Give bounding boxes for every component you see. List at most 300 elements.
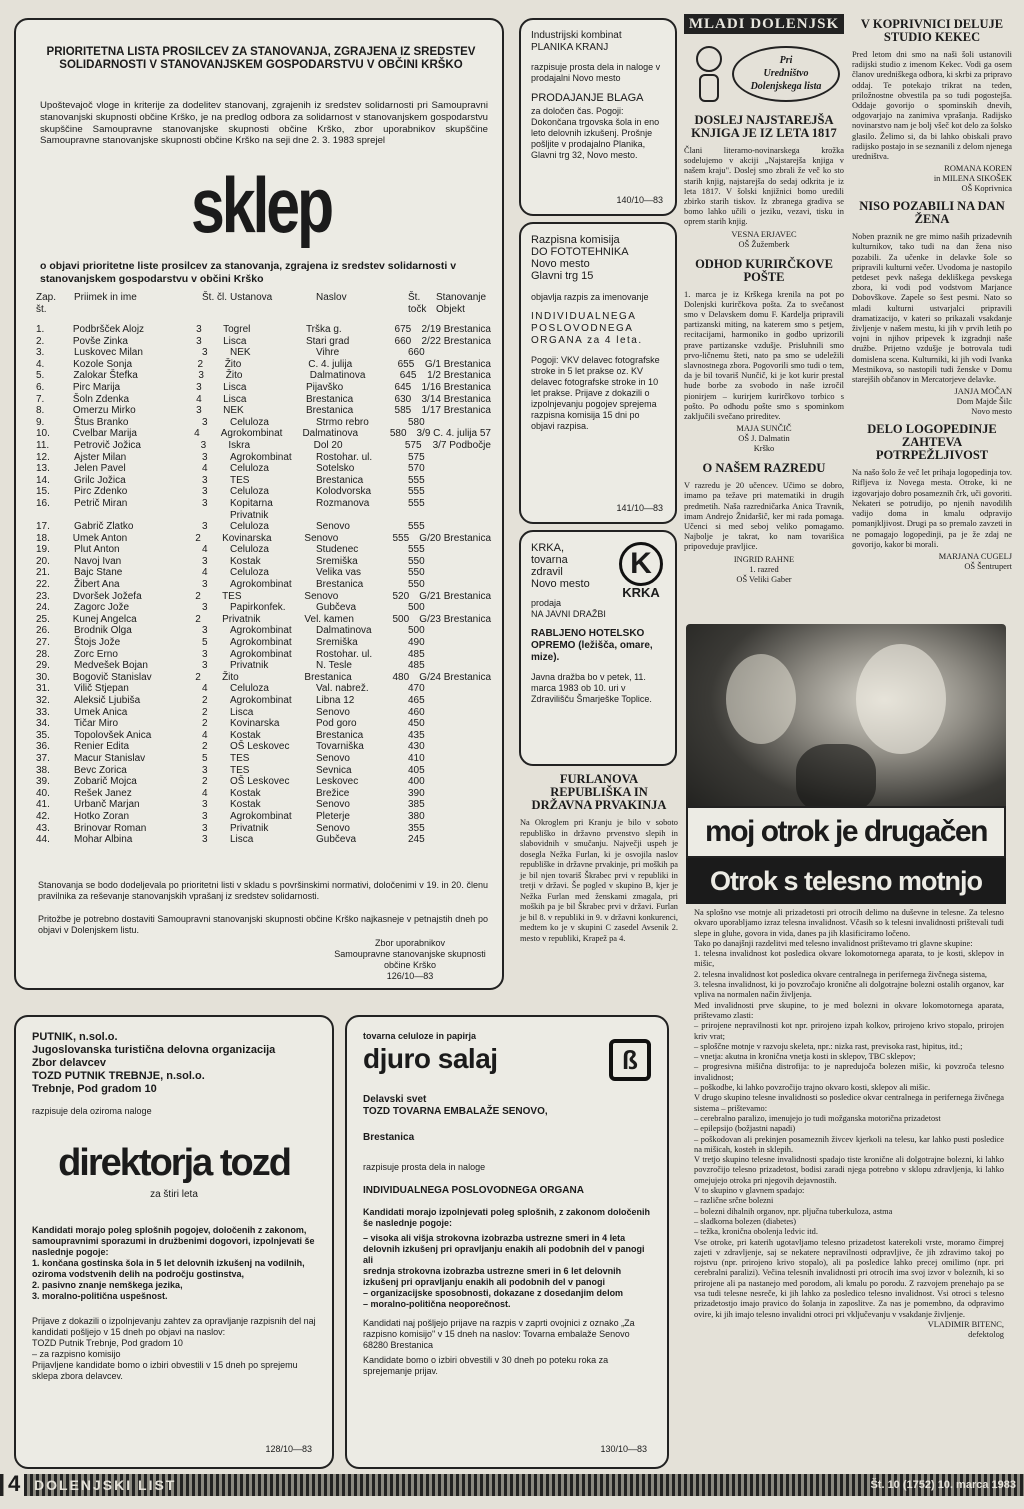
otrok-item: – poškodbe, ki lahko povzročijo trajno okvaro kosti, sklepov ali mišic. [694, 1083, 931, 1093]
table-cell: Strmo rebro [316, 416, 369, 428]
table-cell: Pirc Marija [72, 381, 121, 393]
table-cell: 585 [394, 405, 412, 417]
foto-job: INDIVIDUALNEGA POSLOVODNEGA ORGANA za 4 leta. [531, 311, 643, 346]
table-cell [436, 730, 491, 742]
table-cell: 400 [408, 776, 425, 788]
table-cell: 580 [408, 416, 425, 428]
furlan-article [520, 773, 678, 944]
table-cell: 1. [36, 324, 45, 335]
table-cell [436, 463, 491, 475]
table-cell: Trška g. [305, 324, 342, 335]
table-cell: TES [222, 590, 242, 602]
table-cell: Tovarniška [316, 741, 364, 753]
table-cell [436, 707, 491, 719]
otrok-banner-1-text: moj otrok je drugačen [705, 815, 987, 848]
table-cell: 42. [36, 810, 50, 822]
table-cell: Mohar Albina [74, 834, 133, 846]
table-cell: 3 [202, 497, 208, 509]
table-cell: Dalmatinova [302, 428, 359, 440]
table-row [36, 440, 491, 452]
col-header: Naslov [316, 292, 347, 303]
table-cell: 26. [36, 625, 50, 637]
table-cell: Kunej Angelca [72, 613, 137, 625]
table-cell: 380 [408, 810, 425, 822]
planika-text-2: za določen čas. Pogoji: Dokončana trgovska šola in eno leto delovnih izkušenj. Prošnje pošljite v prodajalno Planika, Glavni trg 32, Novo mesto. [531, 106, 660, 160]
table-cell: Dol 20 [313, 439, 343, 451]
table-cell: G/24 Brestanica [419, 671, 492, 683]
table-cell: 11. [36, 439, 50, 451]
table-cell: 23. [36, 590, 50, 602]
table-row [36, 811, 491, 823]
otrok-item: – sploščne motnje v razvoju skeleta, npr.: nizka rast, previsoka rast, hipitus, itd.; [694, 1041, 963, 1051]
table-row [36, 660, 491, 672]
table-cell: Zalokar Štefka [73, 370, 138, 382]
table-cell: Privatnik [222, 613, 261, 625]
col-header: Priimek in ime [74, 292, 137, 303]
table-cell: 6. [36, 381, 45, 393]
table-cell: 32. [36, 695, 50, 706]
table-cell: Bogovič Stanislav [72, 671, 152, 683]
salaj-req: srednja strokovna izobrazba ustrezne smeri in 6 let delovnih izkušenj pri opravljanju enakih ali podobnih del v panogi [363, 1266, 622, 1287]
furlan-text: Na Okroglem pri Kranju je bilo v soboto republiško in državno prvenstvo slepih in slabovidnih v smučanju. Največji uspeh je dosegla Nežka Furlan, ki je osvojila naslov republiške in državne prvakinje, pri moških pa je bil njen tovariš Škrabec prvi v republiki in tretji v državi. Še pogled v skupino B, kjer je Nežka Furlan med ženskami zmagala, pri moških pa je bil Škrabec prvi v državi. Furlan je bil 8. v republiki in 9. v državni konkurenci, medtem ko je v skupini C zasedel Avsenik 2. mesto v republiki, Krapež pa 4. [520, 818, 678, 943]
table-cell: Povše Zinka [72, 335, 128, 347]
table-cell [436, 788, 491, 800]
table-cell: G/1 Brestanica [424, 358, 491, 370]
table-cell: Celuloza [230, 544, 269, 556]
table-cell: Brestanica [305, 405, 354, 417]
table-cell: Agrokombinat [230, 648, 292, 660]
mladi-s3 [684, 555, 844, 585]
page-number: 4 [4, 1470, 24, 1498]
table-cell: 27. [36, 637, 50, 649]
table-cell: Kozole Sonja [73, 358, 133, 370]
table-cell: 3 [202, 347, 208, 359]
table-cell: 2 [202, 706, 208, 718]
mladi-logo-text [732, 46, 840, 102]
table-cell: 430 [408, 741, 425, 753]
table-cell [436, 417, 491, 429]
mladi-logo [684, 42, 844, 108]
table-cell: 580 [389, 428, 407, 440]
krka-line-3: zdravil [531, 566, 563, 578]
krka-line-2: tovarna [531, 554, 568, 566]
table-cell: Lisca [223, 335, 247, 347]
signature-line: OŠ Žužemberk [738, 239, 790, 249]
kop-t2: Noben praznik ne gre mimo naših prizadevnih kulturnikov, tako tudi na dan žena niso pozabili. Za učenke in delavke šole so pripravili kulturni večer. Uvodoma je nastopilo petdeset pevk našega dekliškega pevskega zbora, ki vodi pod vodstvom Marjance Dobovškove. Zapele so šest pesmi. Nato so mladi kulturni ustvarjalci pripravili dramatizacijo, v kateri so prikazali vsakdanje življenje v našem mestu, ki jih v prvih letih po vojni in njihov pripevek k izgradnji naše družbe. Prijetno vzdušje je botrovala tudi domislena scena. Kulturniki, ki jih vodi Ivanka Mestnikova, so nastopili tudi ženske v Domu starejših občanov in Mercatorjeve delavke. [852, 232, 1012, 385]
salaj-apply: Kandidati naj pošljejo prijave na razpis v zaprti ovojnici z oznako „Za razpisno komisijo" v 15 dneh na naslov: Tovarna embalaže Senovo 68280 Brestanica [363, 1318, 635, 1350]
table-cell: 555 [408, 521, 425, 533]
kop-s2 [852, 387, 1012, 417]
table-row [36, 452, 491, 464]
table-row [36, 463, 491, 475]
mladi-h3: O NAŠEM RAZREDU [702, 461, 826, 476]
table-cell: Kolodvorska [316, 486, 372, 498]
table-row [36, 672, 491, 684]
planika-ad [519, 18, 677, 216]
putnik-line-2: Jugoslovanska turistična delovna organizacija [32, 1044, 276, 1056]
table-cell: Renier Edita [74, 741, 130, 753]
putnik-cond: Kandidati morajo poleg splošnih pogojev, določenih z zakonom, samoupravnimi sporazumi in družbenimi dogovori, izpolnjevati še naslednje pogoje: [32, 1225, 315, 1257]
table-cell: 480 [392, 671, 410, 683]
table-cell: Brestanica [305, 393, 354, 405]
table-cell: Rozmanova [316, 497, 370, 509]
table-cell [436, 452, 491, 464]
table-cell: Dalmatinova [316, 625, 372, 637]
table-row [36, 707, 491, 719]
table-cell: 13. [36, 463, 50, 475]
mladi-s1 [684, 230, 844, 250]
otrok-item: – prirojene nepravilnosti kot npr. prirojeno izpah kolkov, prirojeno krivo stopalo, prirojen kriv vrat; [694, 1021, 1004, 1041]
putnik-line-5: Trebnje, Pod gradom 10 [32, 1083, 157, 1095]
table-cell: 4 [202, 463, 208, 475]
salaj-req: – visoka ali višja strokovna izobrazba ustrezne smeri in 4 leta delovnih izkušenj pri opravljanju enakih ali podobnih del v panogi [363, 1233, 645, 1254]
table-cell: Kostak [230, 787, 261, 799]
table-cell: 2 [202, 718, 208, 730]
table-cell: Pod goro [316, 718, 357, 730]
table-cell: Petrič Miran [74, 497, 128, 509]
table-cell: Lisca [230, 834, 254, 846]
table-cell: Zorc Erno [74, 648, 118, 660]
table-cell: Brestanica [316, 579, 364, 591]
paper-name: DOLENJSKI LIST [34, 1477, 177, 1493]
salaj-logo: djuro salaj [363, 1043, 498, 1074]
table-cell: Brestanica [316, 729, 364, 741]
table-cell: OŠ Leskovec [230, 741, 290, 753]
table-cell: Zobarič Mojca [74, 776, 137, 788]
foto-text-2: Pogoji: VKV delavec fotografske stroke in 5 let prakse oz. KV delavec fotografske stroke in 10 let prakse. Prijave z dokazili o izpolnjevanju pogojev sprejema razpisna komisija 15 dni po objavi razpisa. [531, 355, 660, 431]
table-cell: Pleterje [316, 810, 350, 822]
signature-line: Zbor uporabnikov [374, 938, 446, 948]
table-cell [202, 510, 230, 522]
table-row [36, 649, 491, 661]
table-cell: C. 4. julija [308, 358, 353, 370]
table-cell: 3 [202, 810, 208, 822]
table-cell: Vihre [316, 347, 340, 359]
table-cell: Gabrič Zlatko [74, 521, 134, 533]
table-cell: 645 [394, 381, 412, 393]
table-cell: NEK [223, 405, 244, 417]
otrok-item: – epilepsijo (božjastni napadi) [694, 1124, 796, 1134]
table-cell: Plut Anton [74, 544, 120, 556]
planika-text-1: razpisuje prosta dela in naloge v prodajalni Novo mesto [531, 62, 661, 83]
table-cell [436, 683, 491, 695]
table-row [36, 359, 491, 371]
signature-line: Samoupravne stanovanjske skupnosti [334, 949, 486, 959]
signature-line: Krško [753, 444, 775, 454]
table-cell: Celuloza [230, 463, 269, 475]
table-cell: 3 [202, 555, 208, 567]
table-row [36, 394, 491, 406]
foto-line-4: Glavni trg 15 [531, 270, 594, 282]
table-cell: Rostohar. ul. [316, 451, 373, 463]
table-cell: Šoln Zdenka [72, 393, 130, 405]
signature-line: JANJA MOČAN [954, 387, 1012, 397]
table-cell: 2 [197, 358, 204, 370]
table-cell: 36. [36, 741, 50, 753]
otrok-p5: V tretjo skupino telesne invalidnosti spadajo tiste kronične ali dolgotrajne bolezni, ki lahko povzročijo telesno prizadetost, bodisi zaradi njega potrebno v sklopu zdravljenja, ki lahko omejujejo otroka pri njegovih dejavnostih. [694, 1155, 1004, 1185]
table-cell: 2. [36, 335, 45, 347]
table-cell: Rostohar. ul. [316, 648, 373, 660]
table-cell: Petrovič Jožica [73, 439, 141, 451]
mladi-t3: V razredu je 20 učencev. Učimo se dobro, imamo pa težave pri matematiki in drugih predmetih. Naša razredničarka Anica Travnik, imam Andrejo Žnidaršič, ker mi rada pomaga. Učenci si med seboj veliko pomagamo. Najbolje je takrat, ko nam tovarišica pripoveduje pravljice. [684, 481, 844, 552]
table-row [36, 510, 491, 522]
table-row [36, 370, 491, 382]
children-photo [686, 624, 1006, 824]
table-cell: 3 [202, 834, 208, 846]
salaj-req: ali [363, 1255, 374, 1265]
table-row [36, 544, 491, 556]
salaj-logo-icon: ß [609, 1039, 651, 1081]
table-cell: Gubčeva [316, 602, 357, 614]
logo-text-line: Uredništvo [763, 68, 809, 79]
table-cell: Senovo [316, 706, 350, 718]
signature-line: OŠ Veliki Gaber [736, 574, 792, 584]
table-cell: 10. [36, 428, 50, 440]
otrok-p6: V to skupino v glavnem spadajo: [694, 1186, 805, 1196]
salaj-note: Kandidate bomo o izbiri obvestili v 30 dneh po poteku roka za sprejemanje prijav. [363, 1355, 609, 1376]
table-cell: 29. [36, 660, 50, 672]
salaj-line-1: Delavski svet [363, 1094, 427, 1105]
table-cell: Aleksič Ljubiša [74, 695, 141, 706]
table-cell: Grilc Jožica [74, 474, 126, 486]
table-cell: Ajster Milan [74, 451, 127, 463]
table-cell: 5. [36, 370, 45, 382]
table-cell: 2 [195, 671, 201, 683]
table-cell: 555 [392, 532, 410, 544]
table-cell: Libna 12 [316, 695, 355, 706]
table-row [36, 776, 491, 788]
table-cell [436, 347, 491, 359]
table-cell: 550 [408, 579, 425, 591]
mladi-masthead: MLADI DOLENJSK [684, 14, 844, 34]
table-cell: Kostak [230, 729, 261, 741]
logo-text-line: Dolenjskega lista [750, 81, 822, 92]
otrok-item: – vnetja: akutna in kronična vnetja kosti in sklepov, TBC sklepov; [694, 1052, 916, 1062]
putnik-apply: Prijave z dokazili o izpolnjevanju zahtev za opravljanje razpisnih del naj kandidati pošljejo v 15 dneh po objavi na naslov: [32, 1316, 316, 1337]
otrok-item: – bolezni dihalnih organov, npr. pljučna tuberkuloza, astma [694, 1206, 893, 1216]
otrok-p3: Med invalidnosti prve skupine, to je med bolezni in okvare lokomotornega aparata, prištevamo zlasti: [694, 1000, 1004, 1020]
table-cell [436, 765, 491, 777]
table-cell: Žito [225, 370, 243, 382]
table-cell: Kopitarna [230, 497, 273, 509]
signature-line: 1. razred [749, 564, 779, 574]
otrok-list-2: 2. telesna invalidnost kot posledica okvare centralnega in perifernega živčnega sistema, [694, 969, 988, 979]
table-row [36, 486, 491, 498]
table-cell: Studenec [316, 544, 359, 556]
table-row [36, 591, 491, 603]
table-cell [436, 660, 491, 672]
priority-signature [330, 938, 490, 982]
mladi-t2: 1. marca je iz Krškega krenila na pot po Dolenjski kurirčkova pošta. Za to svečanost smo v Delavskem domu F. Kardelja pripravili partizanski miting, na katerem smo s petjem, recitacijami, harmoniko in godbo uprizorili prave partizanske vzdušje. Prisluhnili smo prvo-ličnemu šteti, nato pa smo se udeležili slavnostnega zbora. Pogovorili smo tudi o tem, da je bil tovariš Nunčič, ki je kot kurir prestal hude borbe za svobodo in naše izročil pionirjem – kurirjem kurirčkovo torbico s pošto. Po odhodu pošte smo s spominkom zaključili svečano prireditev. [684, 289, 844, 422]
table-cell [66, 510, 202, 522]
foto-text-1: objavlja razpis za imenovanje [531, 292, 649, 302]
mladi-column [684, 14, 844, 585]
table-cell: 3 [200, 439, 207, 451]
table-row [36, 788, 491, 800]
table-cell [436, 486, 491, 498]
table-cell: Štus Branko [74, 416, 129, 428]
table-row [36, 347, 491, 359]
kop-h2: NISO POZABILI NA DAN ŽENA [859, 199, 1005, 227]
otrok-p1: Na splošno vse motnje ali prizadetosti pri otrocih delimo na duševne in telesne. Za telesno okvaro uporabljamo izraz telesna invalidnost. Včasih so k telesni invalidnosti prištevali tudi slepe in gluhe, govora in vida, danes pa jih klasificiramo ločeno. [694, 908, 1004, 938]
krka-logo-icon: K [619, 542, 663, 586]
table-cell [316, 510, 408, 522]
table-cell: Senovo [316, 521, 350, 533]
table-cell: 470 [408, 683, 425, 695]
table-cell: 3 [202, 660, 208, 672]
table-cell: 675 [394, 324, 412, 335]
table-cell: 43. [36, 822, 50, 834]
table-cell: 7. [36, 393, 45, 405]
table-cell: Velika vas [316, 567, 362, 579]
table-cell: 655 [397, 358, 415, 370]
table-cell: 1/16 Brestanica [421, 381, 491, 393]
signature-line: in MILENA SIKOŠEK [933, 174, 1012, 184]
table-cell: Navoj Ivan [74, 555, 122, 567]
otrok-p2: Tako po danajšnji razdelitvi med telesno invalidnost prištevamo tri glavne skupine: [694, 938, 973, 948]
table-cell: Medvešek Bojan [74, 660, 148, 672]
otrok-item: – težka, kronična obolenja ledvic itd. [694, 1227, 818, 1237]
table-cell: Bajc Stane [74, 567, 123, 579]
table-cell: Celuloza [230, 521, 269, 533]
table-cell: Leskovec [316, 776, 359, 788]
table-row [36, 718, 491, 730]
table-cell [436, 753, 491, 765]
signature-line: VLADIMIR BITENC, [927, 1319, 1004, 1329]
table-cell: 4 [194, 428, 200, 440]
table-cell: 17. [36, 521, 50, 533]
table-cell: 24. [36, 602, 50, 614]
table-row [36, 753, 491, 765]
kop-t1: Pred letom dni smo na naši šoli ustanovili radijski studio z imenom Kekec. Vodi ga osem članov uredniškega odbora, ki skrbi za pripravo oddaj. Te potekajo trikrat na teden, priložnostne obvestila pa so tudi pogostejša. Oddaje govorijo o spominskih dnevih, odgovarjajo na zanimiva vprašanja. Radijsko novinarstvo nam je bolj všeč kot delo za šolsko glasilo. Želimo si, da bi lahko obiskali pravo radijsko postajo in se seznanili z delom njenega uredništva. [852, 50, 1012, 162]
salaj-req: – organizacijske sposobnosti, dokazane z dosedanjim delom [363, 1288, 624, 1298]
table-cell [436, 602, 491, 614]
putnik-req-1: 1. končana gostinska šola in 5 let delovnih izkušenj na vodilnih, oziroma vodstvenih delih na področju gostinstva, [32, 1258, 305, 1279]
table-cell: Kovinarska [222, 532, 272, 544]
table-row [36, 614, 491, 626]
krka-text-3: Javna dražba bo v petek, 11. marca 1983 ob 10. uri v Zdravilišču Šmarješke Toplice. [531, 672, 652, 704]
table-cell: 3 [196, 405, 202, 417]
table-cell: Žibert Ana [74, 579, 120, 591]
kop-h3: DELO LOGOPEDINJE ZAHTEVA POTRPEŽLJIVOST [867, 422, 997, 463]
table-cell [436, 544, 491, 556]
table-cell: Privatnik [230, 822, 269, 834]
putnik-line-1: PUTNIK, n.sol.o. [32, 1031, 118, 1043]
table-cell: 465 [408, 695, 425, 706]
foto-line-2: DO FOTOTEHNIKA [531, 246, 629, 258]
table-cell: Sremiška [316, 555, 358, 567]
table-cell: Luskovec Milan [74, 347, 143, 359]
table-row [36, 625, 491, 637]
salaj-req: – moralno-politična neoporečnost. [363, 1299, 511, 1309]
otrok-p4: V drugo skupino telesne invalidnosti so posledice okvar centralnega in perifernega živčnega sistema – prištevamo: [694, 1093, 1004, 1113]
table-cell: 555 [408, 474, 425, 486]
table-cell: 520 [392, 590, 410, 602]
col-header: Ustanova [230, 292, 273, 303]
putnik-ref: 128/10—83 [265, 1444, 312, 1454]
table-cell: 33. [36, 706, 50, 718]
signature-line: MAJA SUNČIČ [736, 424, 792, 434]
table-cell: 19. [36, 544, 50, 556]
table-cell: Cvelbar Marija [72, 428, 137, 440]
table-cell: 2/22 Brestanica [421, 335, 491, 347]
salaj-cond: Kandidati morajo izpolnjevati poleg splošnih, z zakonom določenih še naslednje pogoje: [363, 1207, 651, 1228]
table-cell: Pirc Zdenko [74, 486, 128, 498]
issue-info: Št. 10 (1752) 10. marca 1983 [870, 1479, 1016, 1491]
priority-footer-2: Pritožbe je potrebno dostaviti Samoupravni stanovanjski skupnosti občine Krško najkasneje v petnajstih dneh po objavi v Dolenjskem listu. [38, 914, 488, 935]
table-cell: 4 [202, 567, 208, 579]
table-cell: Senovo [304, 590, 339, 602]
table-cell [436, 776, 491, 788]
table-cell [436, 799, 491, 811]
table-body [36, 324, 491, 846]
table-cell: Sremiška [316, 637, 358, 649]
table-cell [436, 834, 491, 846]
kop-s1 [852, 164, 1012, 194]
table-cell: Kovinarska [230, 718, 280, 730]
table-cell: TES [230, 764, 250, 776]
table-cell [436, 649, 491, 661]
table-cell [436, 521, 491, 533]
priority-footer: Stanovanja se bodo dodeljevala po prioritetni listi v skladu s površinskimi normativi, določenimi v 19. in 20. členu pravilnika za reševanje stanovanjskih vprašanj iz sredstev solidarnosti. [38, 880, 488, 901]
table-cell: 550 [408, 555, 425, 567]
krka-logo-text: KRKA [622, 585, 660, 600]
putnik-addr-1: TOZD Putnik Trebnje, Pod gradom 10 [32, 1338, 183, 1348]
table-cell: 3 [202, 625, 208, 637]
otrok-item: – različne srčne bolezni [694, 1196, 774, 1206]
table-cell: Gubčeva [316, 834, 357, 846]
fototehnika-ad [519, 222, 677, 524]
table-cell: Senovo [316, 799, 350, 811]
krka-text-2: NA JAVNI DRAŽBI [531, 609, 606, 619]
table-cell: 575 [408, 451, 425, 463]
table-cell: Umek Anica [74, 706, 128, 718]
table-cell: 450 [408, 718, 425, 730]
otrok-list-1: 1. telesna invalidnost kot posledica okvare lokomotornega aparata, to je kosti, sklepov in mišic, [694, 949, 1004, 969]
table-cell: 40. [36, 787, 50, 799]
table-cell: 20. [36, 555, 50, 567]
otrok-banner-2-text: Otrok s telesno motnjo [709, 866, 983, 896]
table-cell: 30. [36, 671, 50, 683]
col-header: Zap. št. [36, 292, 57, 315]
table-cell: 1/17 Brestanica [421, 405, 491, 417]
table-cell [436, 579, 491, 591]
priority-list-intro: Upoštevajoč vloge in kriterije za dodelitev stanovanj, zgrajenih iz sredstev solidarnosti pri Samoupravni stanovanjski skupnosti občine Krško, je na predlog odbora za solidarnost v stanovanjskem gospodarstvu skupščine Samoupravne stanovanjske skupnosti občine Krško, zbor uporabnikov skupščine Samoupravne stanovanjske skupnosti občine Krško na seji dne 2. 3. 1983 sprejel [40, 100, 488, 147]
table-cell: 405 [408, 764, 425, 776]
krka-logo [617, 542, 665, 602]
table-cell: Tičar Miro [74, 718, 119, 730]
table-cell: Hotko Zoran [74, 810, 130, 822]
table-cell [436, 695, 491, 707]
table-row [36, 475, 491, 487]
table-cell: Celuloza [230, 486, 269, 498]
table-cell: 15. [36, 486, 50, 498]
sklep-subtitle: o objavi prioritetne liste prosilcev za stanovanja, zgrajena iz sredstev solidarnosti v stanovanjskem gospodarstvu v občini Krško [40, 260, 457, 285]
table-row [36, 579, 491, 591]
table-cell: 500 [408, 602, 425, 614]
table-cell: Celuloza [230, 683, 269, 695]
table-cell: 28. [36, 648, 50, 660]
table-cell: 245 [408, 834, 425, 846]
table-cell: 3/14 Brestanica [421, 393, 491, 405]
planika-title-1: Industrijski kombinat [531, 30, 622, 41]
signature-line: OŠ Šentrupert [964, 561, 1012, 571]
table-cell: Celuloza [230, 416, 269, 428]
table-cell: Togrel [223, 324, 251, 335]
col-header: Stanovanje Objekt [436, 292, 487, 315]
table-cell: 1/2 Brestanica [427, 370, 491, 382]
foto-line-3: Novo mesto [531, 258, 590, 270]
